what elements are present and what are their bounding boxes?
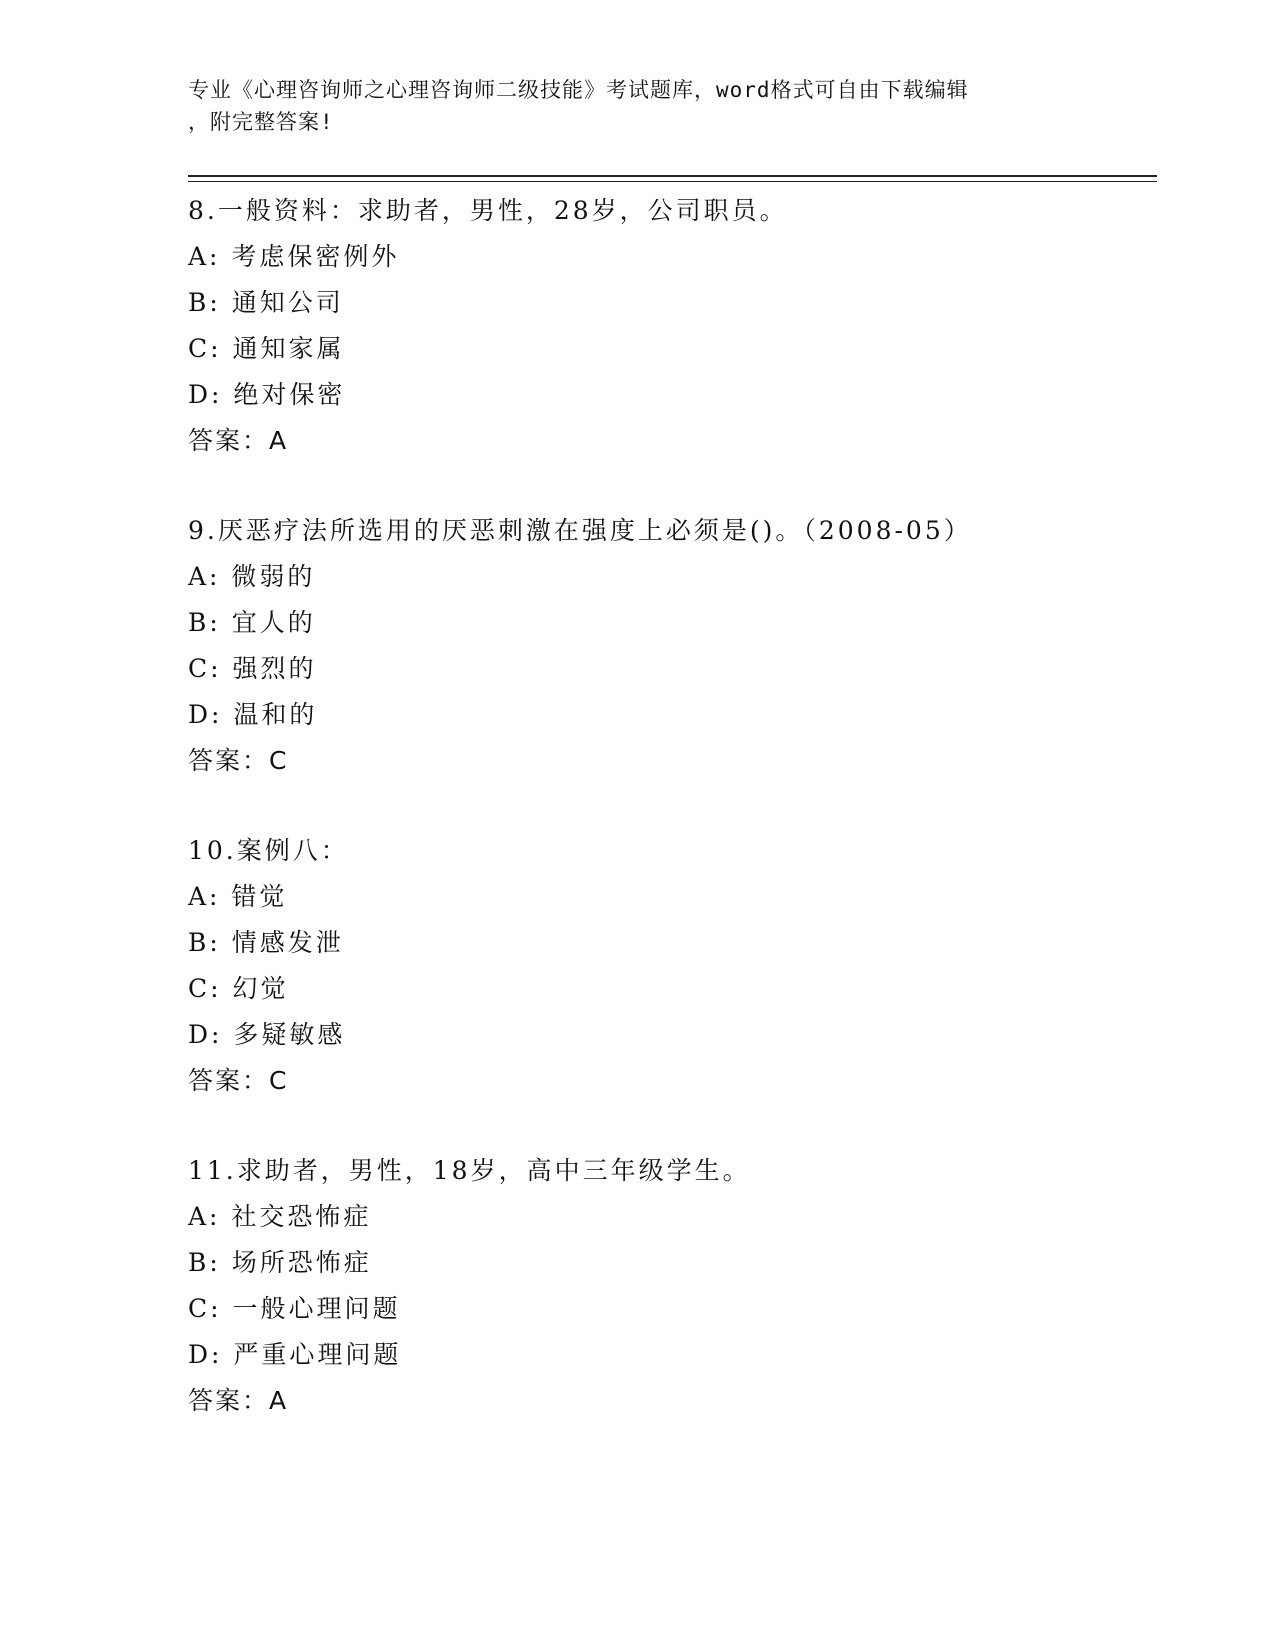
option-d: D: 严重心理问题	[188, 1340, 402, 1369]
option-d: D: 多疑敏感	[188, 1020, 346, 1049]
question-block	[188, 828, 1148, 1104]
option-b: B: 通知公司	[188, 288, 344, 317]
answer-line: 答案：C	[188, 1066, 289, 1095]
option-a: A: 考虑保密例外	[188, 242, 400, 271]
question-title: 10.案例八：	[188, 836, 349, 865]
answer-line: 答案：A	[188, 1386, 289, 1415]
option-d: D: 温和的	[188, 700, 318, 729]
option-a: A: 社交恐怖症	[188, 1202, 372, 1231]
option-b: B: 宜人的	[188, 608, 316, 637]
question-title: 8.一般资料：求助者，男性，28岁，公司职员。	[188, 196, 788, 225]
header-line-1: 专业《心理咨询师之心理咨询师二级技能》考试题库，word格式可自由下载编辑	[188, 78, 969, 102]
option-b: B: 场所恐怖症	[188, 1248, 372, 1277]
answer-line: 答案：C	[188, 746, 289, 775]
question-block	[188, 508, 1148, 784]
document-header	[188, 74, 1088, 138]
header-divider-top	[188, 175, 1157, 177]
header-divider-bottom	[188, 181, 1157, 182]
question-block	[188, 188, 1148, 464]
header-line-2: ，附完整答案!	[188, 110, 334, 134]
question-title: 11.求助者，男性，18岁，高中三年级学生。	[188, 1156, 751, 1185]
option-c: C: 一般心理问题	[188, 1294, 401, 1323]
option-c: C: 通知家属	[188, 334, 345, 363]
option-a: A: 错觉	[188, 882, 288, 911]
answer-line: 答案：A	[188, 426, 289, 455]
option-a: A: 微弱的	[188, 562, 316, 591]
option-d: D: 绝对保密	[188, 380, 346, 409]
option-c: C: 强烈的	[188, 654, 317, 683]
option-c: C: 幻觉	[188, 974, 289, 1003]
question-block	[188, 1148, 1148, 1424]
option-b: B: 情感发泄	[188, 928, 344, 957]
question-title: 9.厌恶疗法所选用的厌恶刺激在强度上必须是()。（2008-05）	[188, 516, 972, 545]
